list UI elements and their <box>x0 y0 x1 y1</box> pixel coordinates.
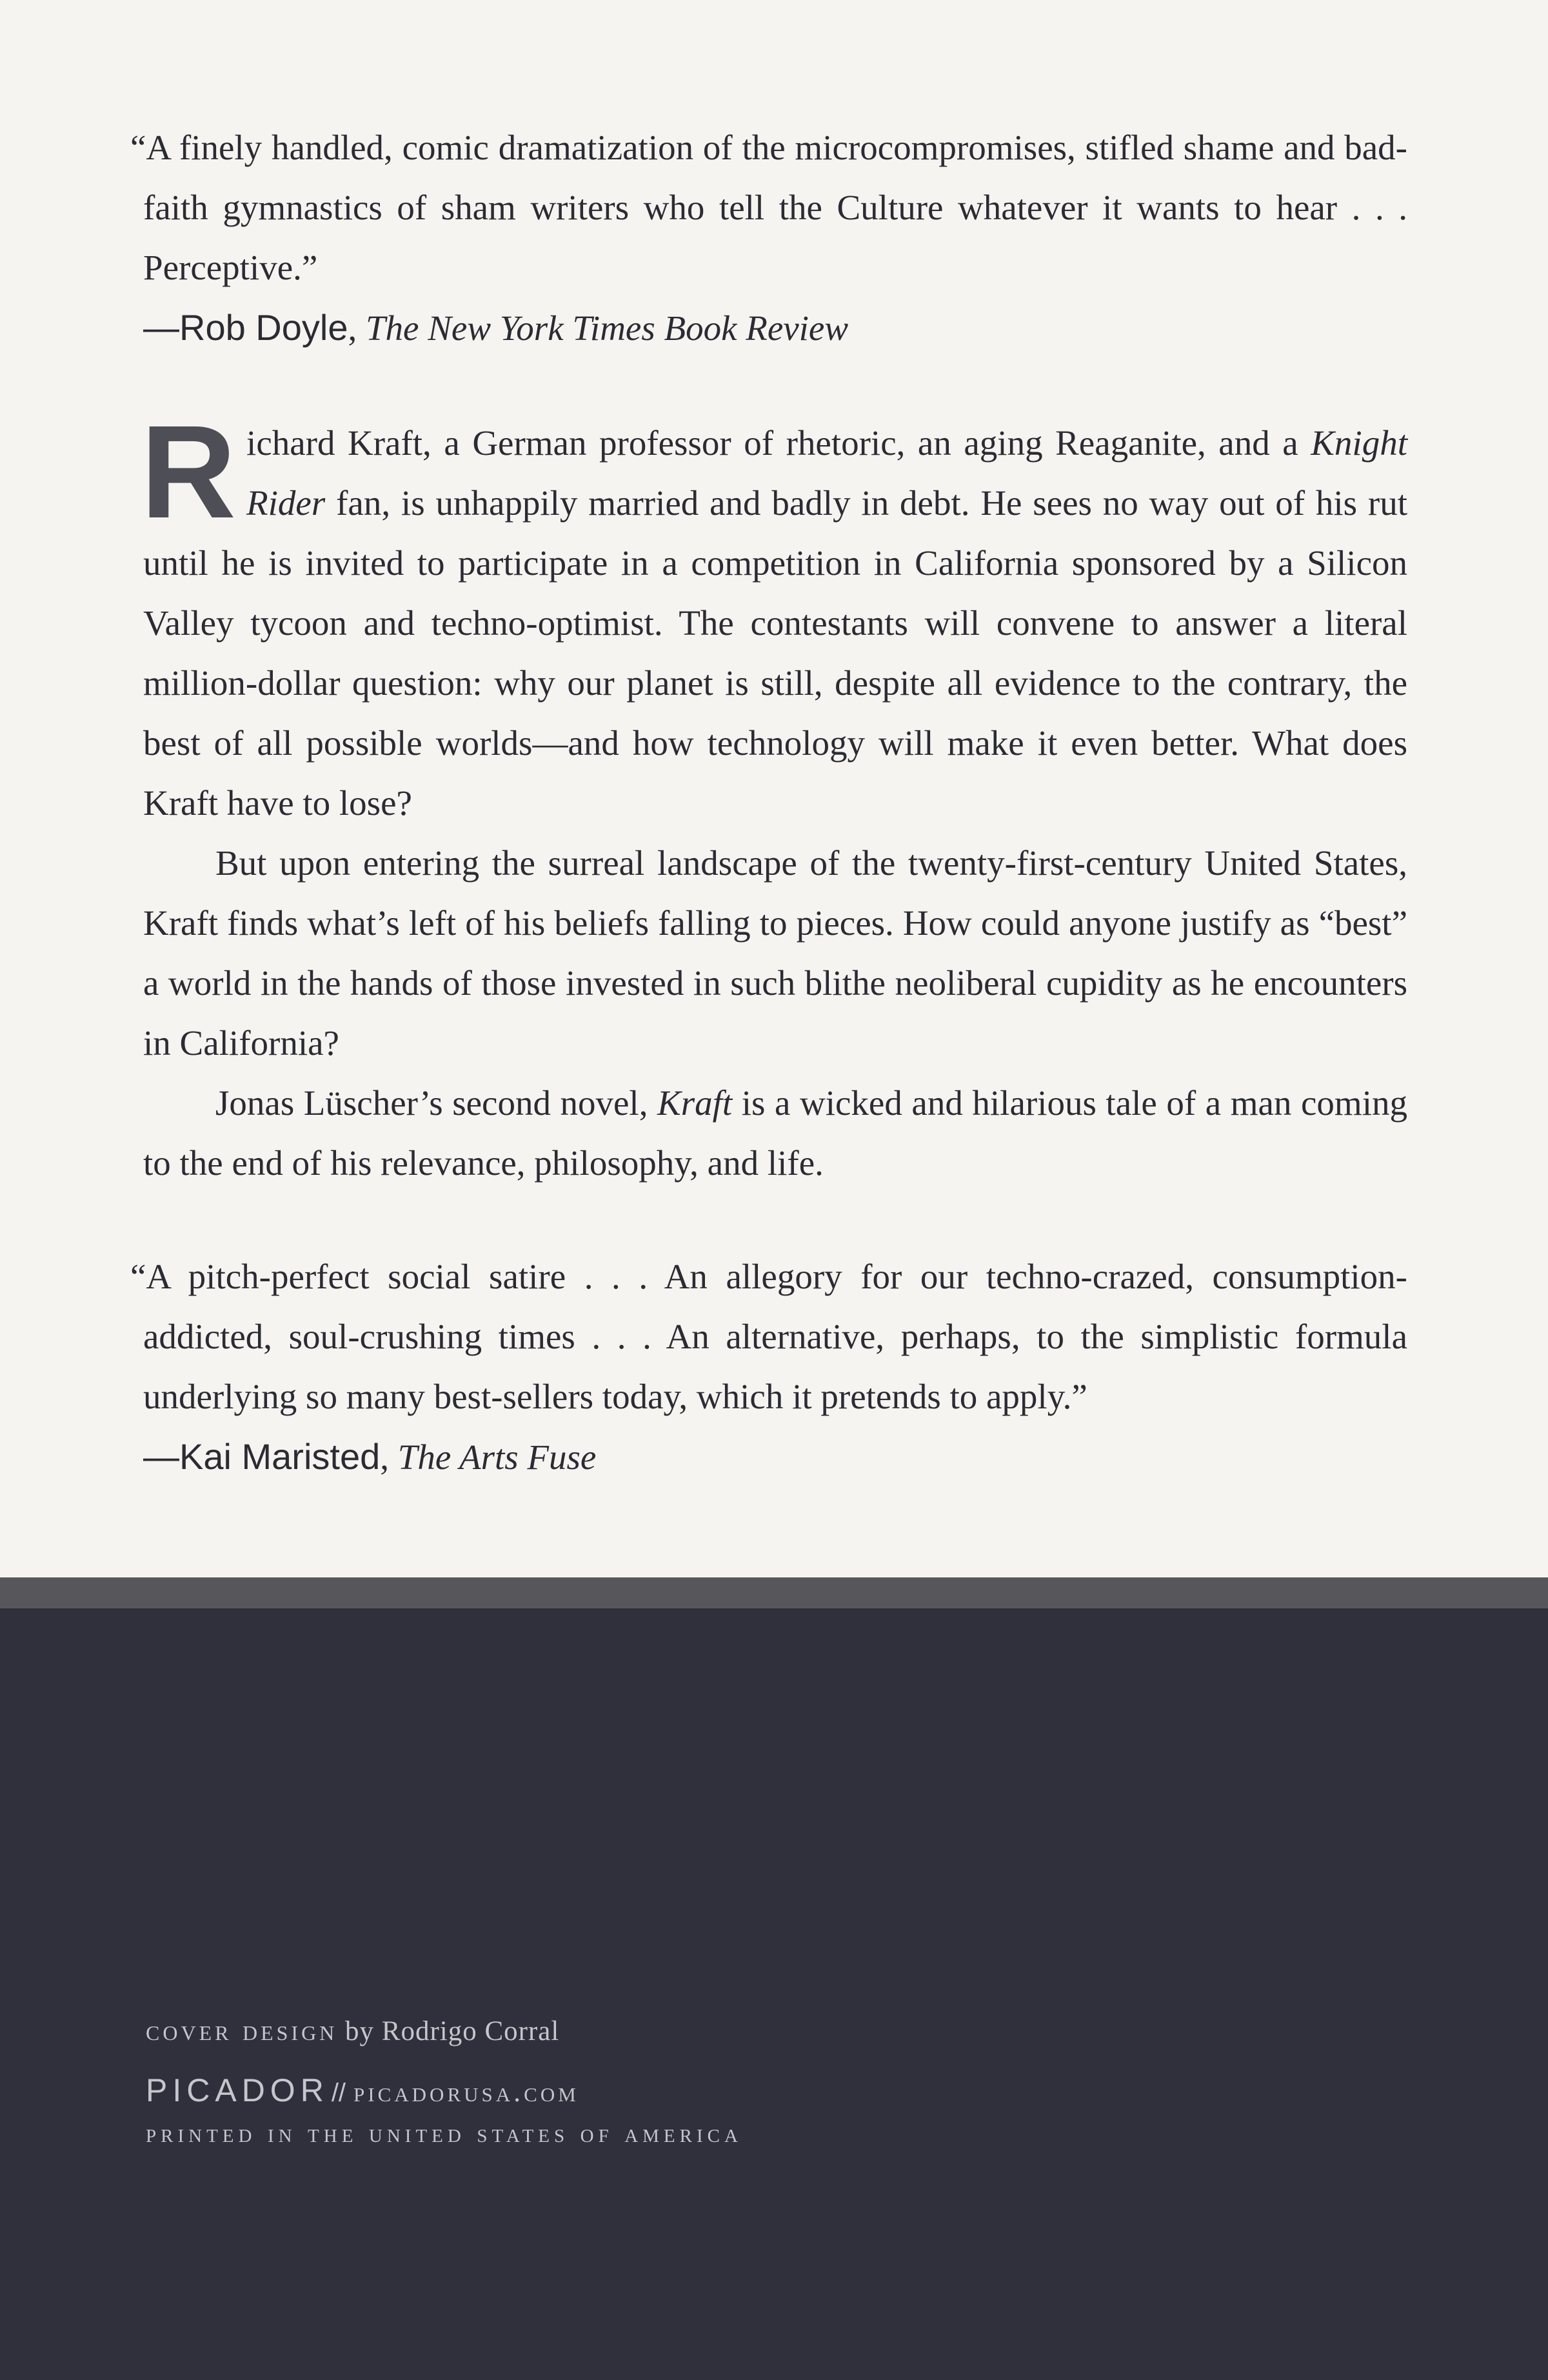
synopsis-show-title: Knight Rider <box>246 423 1407 523</box>
quote-2-publication: The Arts Fuse <box>397 1437 597 1477</box>
quote-1-comma: , <box>348 308 357 348</box>
publisher-line <box>146 2072 742 2109</box>
synopsis-p1-part-b: fan, is unhappily married and badly in debt. He sees no way out of his rut until he is invited to participate in a competition in California sponsored by a Silicon Valley tycoon and techno-optimist. The contestants will convene to answer a literal million-dollar question: why our planet is still, despite all evidence to the contrary, the best of all possible worlds—and how technology will make it even better. What does Kraft have to lose? <box>143 483 1407 823</box>
quote-1-reviewer: Rob Doyle <box>179 307 348 348</box>
quote-1-text: “A finely handled, comic dramatization of the microcompromises, stifled shame and bad-faith gymnastics of sham writers who tell the Culture whatever it wants to hear . . . Perceptive.” <box>130 128 1407 287</box>
publisher-separator: // <box>331 2079 346 2107</box>
printed-in-usa: printed in the united states of america <box>146 2119 742 2148</box>
quote-1-dash: — <box>143 307 179 348</box>
publisher-url: picadorusa.com <box>353 2076 579 2108</box>
quote-1-publication: The New York Times Book Review <box>365 308 849 348</box>
synopsis-paragraph-3 <box>143 1073 1407 1193</box>
drop-cap: R <box>141 398 237 546</box>
quote-2-dash: — <box>143 1436 179 1477</box>
back-cover-bottom-panel <box>0 1608 1548 2380</box>
review-quote-1 <box>130 117 1407 358</box>
synopsis <box>141 398 1407 1193</box>
quote-2-text: “A pitch-perfect social satire . . . An allegory for our techno-crazed, consumption-addicted, soul-crushing times . . . An alternative, perhaps, to the simplistic formula underlying so many best-sellers today, which it pretends to apply.” <box>130 1257 1407 1416</box>
quote-2-attribution <box>143 1426 1407 1487</box>
synopsis-p3-part-a: Jonas Lüscher’s second novel, <box>215 1083 658 1123</box>
cover-design-label: cover design <box>146 2014 338 2046</box>
quote-2-reviewer: Kai Maristed <box>179 1436 381 1477</box>
publisher-logo: PICADOR <box>146 2072 329 2108</box>
divider-band <box>0 1577 1548 1608</box>
cover-designer: by Rodrigo Corral <box>345 2016 560 2046</box>
synopsis-p3-part-b: is a wicked and hilarious tale of a man coming to the end of his relevance, philosophy, and life. <box>143 1083 1407 1183</box>
synopsis-paragraph-1 <box>141 398 1407 833</box>
quote-2-comma: , <box>380 1437 389 1477</box>
synopsis-paragraph-2: But upon entering the surreal landscape of the twenty-first-century United States, Kraft finds what’s left of his beliefs falling to pieces. How could anyone justify as “best” a world in the hands of those invested in such blithe neoliberal cupidity as he encounters in California? <box>143 843 1407 1063</box>
synopsis-p1-part-a: ichard Kraft, a German professor of rhetoric, an aging Reaganite, and a <box>246 423 1311 463</box>
review-quote-2 <box>130 1246 1407 1487</box>
synopsis-book-title: Kraft <box>657 1083 733 1123</box>
credits-block <box>146 2013 742 2149</box>
quote-1-attribution <box>143 297 1407 358</box>
cover-design-credit <box>146 2013 742 2047</box>
